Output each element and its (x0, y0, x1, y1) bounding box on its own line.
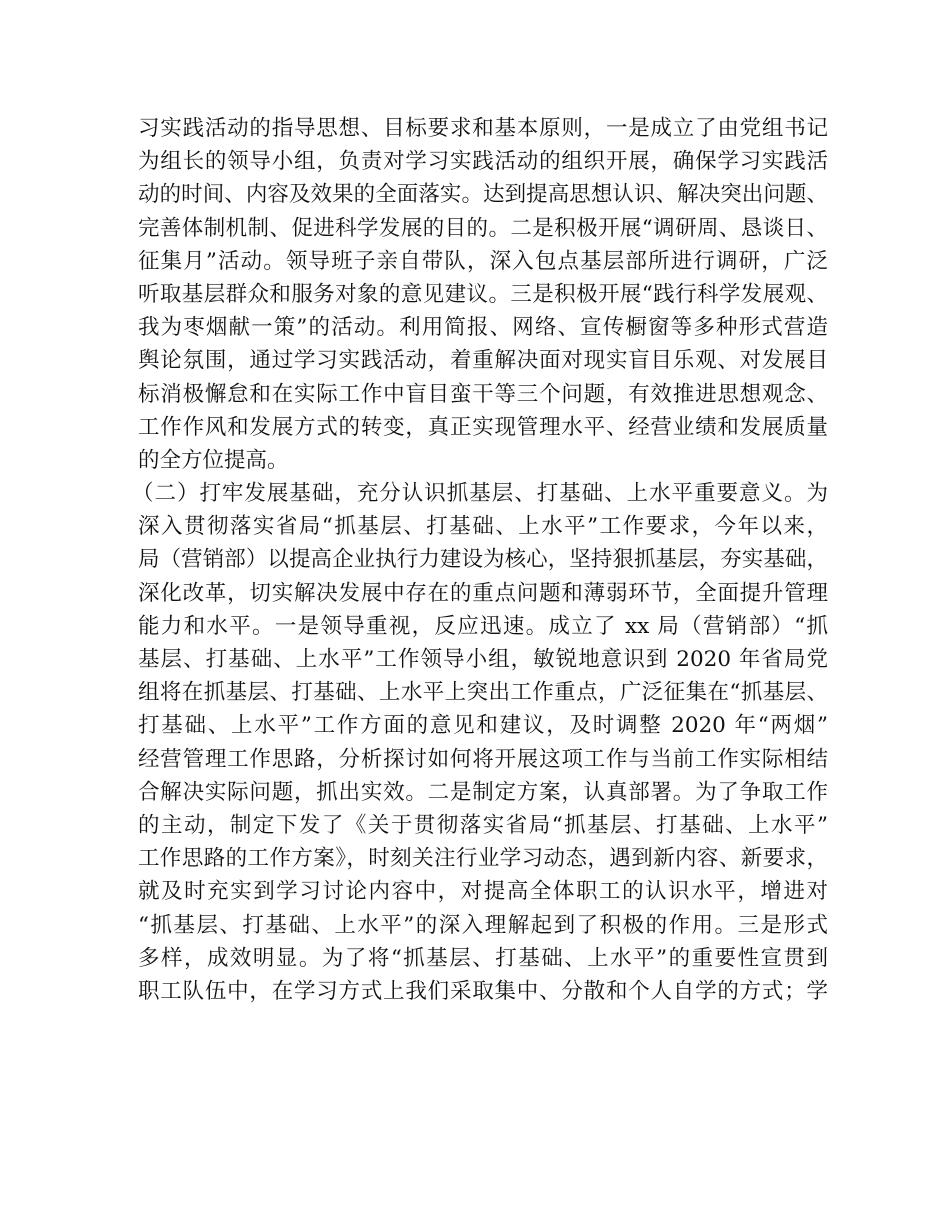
text-line: 就及时充实到学习讨论内容中，对提高全体职工的认识水平，增进对 (138, 879, 828, 905)
text-line: 局（营销部）以提高企业执行力建设为核心，坚持狠抓基层，夯实基础， (138, 547, 828, 573)
text-line: 舆论氛围，通过学习实践活动，着重解决面对现实盲目乐观、对发展目 (138, 348, 828, 374)
document-body (132, 112, 828, 1008)
text-line: 完善体制机制、促进科学发展的目的。二是积极开展“调研周、恳谈日、 (138, 215, 828, 241)
text-line: 多样，成效明显。为了将“抓基层、打基础、上水平”的重要性宣贯到 (138, 945, 828, 971)
text-line: 动的时间、内容及效果的全面落实。达到提高思想认识、解决突出问题、 (138, 182, 828, 208)
text-line: 标消极懈怠和在实际工作中盲目蛮干等三个问题，有效推进思想观念、 (138, 381, 828, 407)
text-line: 职工队伍中，在学习方式上我们采取集中、分散和个人自学的方式；学 (138, 978, 828, 1004)
text-line: “抓基层、打基础、上水平”的深入理解起到了积极的作用。三是形式 (138, 912, 828, 938)
text-line: 合解决实际问题，抓出实效。二是制定方案，认真部署。为了争取工作 (138, 779, 828, 805)
text-line: 的全方位提高。 (138, 447, 289, 473)
text-line: 经营管理工作思路，分析探讨如何将开展这项工作与当前工作实际相结 (138, 746, 828, 772)
text-line: 听取基层群众和服务对象的意见建议。三是积极开展“践行科学发展观、 (138, 281, 828, 307)
text-line: 深入贯彻落实省局“抓基层、打基础、上水平”工作要求，今年以来， (138, 514, 828, 540)
text-line: 打基础、上水平”工作方面的意见和建议，及时调整 2020 年“两烟” (138, 713, 828, 739)
text-line: 我为枣烟献一策”的活动。利用简报、网络、宣传橱窗等多种形式营造 (138, 315, 828, 341)
text-line: 工作思路的工作方案》，时刻关注行业学习动态，遇到新内容、新要求， (138, 846, 828, 872)
text-line: 习实践活动的指导思想、目标要求和基本原则，一是成立了由党组书记 (138, 116, 828, 141)
text-line: 工作作风和发展方式的转变，真正实现管理水平、经营业绩和发展质量 (138, 414, 828, 440)
text-line: 深化改革，切实解决发展中存在的重点问题和薄弱环节，全面提升管理 (138, 580, 828, 606)
text-line: 征集月”活动。领导班子亲自带队，深入包点基层部所进行调研，广泛 (138, 248, 828, 274)
section-heading-line: （二）打牢发展基础，充分认识抓基层、打基础、上水平重要意义。为 (132, 481, 828, 507)
text-line: 的主动，制定下发了《关于贯彻落实省局“抓基层、打基础、上水平” (138, 812, 828, 838)
text-line: 能力和水平。一是领导重视，反应迅速。成立了 xx 局（营销部）“抓 (138, 613, 828, 639)
text-line: 组将在抓基层、打基础、上水平上突出工作重点，广泛征集在“抓基层、 (138, 680, 828, 706)
text-line: 基层、打基础、上水平”工作领导小组，敏锐地意识到 2020 年省局党 (138, 647, 828, 672)
text-line: 为组长的领导小组，负责对学习实践活动的组织开展，确保学习实践活 (138, 149, 828, 175)
